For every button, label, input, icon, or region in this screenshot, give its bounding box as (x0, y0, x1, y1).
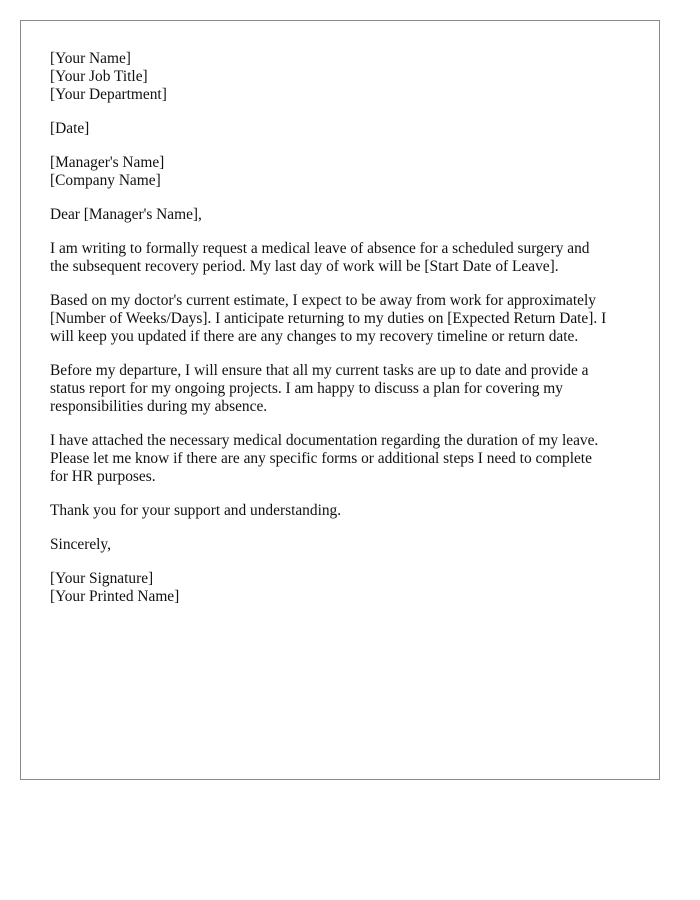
salutation-block (50, 206, 640, 224)
paragraph-line: for HR purposes. (50, 468, 156, 485)
paragraph-handover (50, 362, 640, 416)
letter-page (20, 20, 660, 780)
paragraph-line: status report for my ongoing projects. I am happy to discuss a plan for covering my (50, 380, 563, 397)
letter-body (50, 50, 640, 622)
sender-name: [Your Name] (50, 50, 131, 67)
paragraph-request (50, 240, 640, 276)
signature-block (50, 570, 640, 606)
paragraph-line: the subsequent recovery period. My last day of work will be [Start Date of Leave]. (50, 258, 559, 275)
signature-placeholder: [Your Signature] (50, 570, 154, 587)
recipient-company: [Company Name] (50, 172, 161, 189)
paragraph-thanks (50, 502, 640, 520)
printed-name: [Your Printed Name] (50, 588, 180, 605)
sender-department: [Your Department] (50, 86, 167, 103)
sender-block (50, 50, 640, 104)
letter-date: [Date] (50, 120, 90, 137)
paragraph-duration (50, 292, 640, 346)
paragraph-line: Please let me know if there are any specific forms or additional steps I need to complete (50, 450, 592, 467)
paragraph-line: Thank you for your support and understanding. (50, 502, 342, 519)
paragraph-line: will keep you updated if there are any changes to my recovery timeline or return date. (50, 328, 579, 345)
paragraph-line: Based on my doctor's current estimate, I expect to be away from work for approximately (50, 292, 596, 309)
date-block (50, 120, 640, 138)
paragraph-line: I have attached the necessary medical documentation regarding the duration of my leave. (50, 432, 599, 449)
paragraph-line: I am writing to formally request a medical leave of absence for a scheduled surgery and (50, 240, 590, 257)
paragraph-line: responsibilities during my absence. (50, 398, 268, 415)
paragraph-line: Before my departure, I will ensure that all my current tasks are up to date and provide a (50, 362, 589, 379)
closing: Sincerely, (50, 536, 111, 553)
recipient-block (50, 154, 640, 190)
salutation: Dear [Manager's Name], (50, 206, 202, 223)
closing-block (50, 536, 640, 554)
paragraph-documentation (50, 432, 640, 486)
paragraph-line: [Number of Weeks/Days]. I anticipate returning to my duties on [Expected Return Date]. I (50, 310, 607, 327)
recipient-name: [Manager's Name] (50, 154, 165, 171)
sender-job-title: [Your Job Title] (50, 68, 148, 85)
